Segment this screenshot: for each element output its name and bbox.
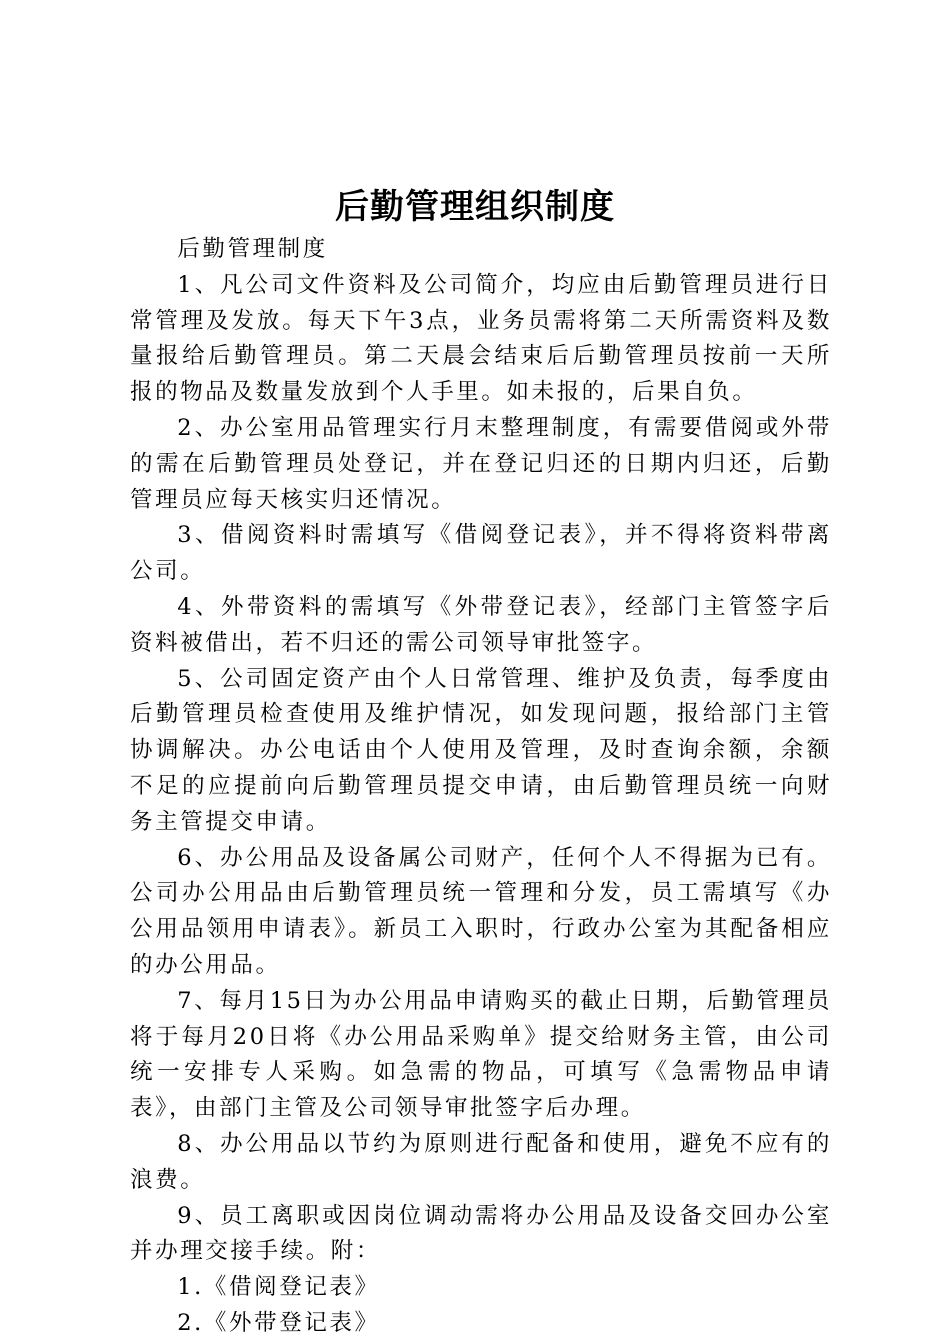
document-body (130, 232, 832, 1342)
paragraph-2: 2、办公室用品管理实行月末整理制度，有需要借阅或外带的需在后勤管理员处登记，并在登记归还的日期内归还，后勤管理员应每天核实归还情况。 (130, 414, 832, 513)
paragraph-4: 4、外带资料的需填写《外带登记表》，经部门主管签字后资料被借出，若不归还的需公司领导审批签字。 (130, 593, 832, 656)
paragraph-3: 3、借阅资料时需填写《借阅登记表》，并不得将资料带离公司。 (130, 522, 832, 585)
paragraph-7: 7、每月15日为办公用品申请购买的截止日期，后勤管理员将于每月20日将《办公用品采购单》提交给财务主管，由公司统一安排专人采购。如急需的物品，可填写《急需物品申请表》，由部门主管及公司领导审批签字后办理。 (130, 987, 832, 1122)
paragraph-9: 9、员工离职或因岗位调动需将办公用品及设备交回办公室并办理交接手续。附： (130, 1202, 832, 1265)
section-subheading: 后勤管理制度 (177, 236, 328, 262)
paragraph-1: 1、凡公司文件资料及公司简介，均应由后勤管理员进行日常管理及发放。每天下午3点，业务员需将第二天所需资料及数量报给后勤管理员。第二天晨会结束后后勤管理员按前一天所报的物品及数量发放到个人手里。如未报的，后果自负。 (130, 271, 832, 406)
paragraph-5: 5、公司固定资产由个人日常管理、维护及负责，每季度由后勤管理员检查使用及维护情况，如发现问题，报给部门主管协调解决。办公电话由个人使用及管理，及时查询余额，余额不足的应提前向后勤管理员提交申请，由后勤管理员统一向财务主管提交申请。 (130, 665, 832, 835)
attachment-item-2: 2.《外带登记表》 (177, 1309, 380, 1336)
paragraph-8: 8、办公用品以节约为原则进行配备和使用，避免不应有的浪费。 (130, 1130, 832, 1193)
attachment-item-1: 1.《借阅登记表》 (177, 1274, 380, 1301)
document-title: 后勤管理组织制度 (335, 187, 615, 227)
paragraph-6: 6、办公用品及设备属公司财产，任何个人不得据为已有。公司办公用品由后勤管理员统一管理和分发，员工需填写《办公用品领用申请表》。新员工入职时，行政办公室为其配备相应的办公用品。 (130, 844, 832, 978)
